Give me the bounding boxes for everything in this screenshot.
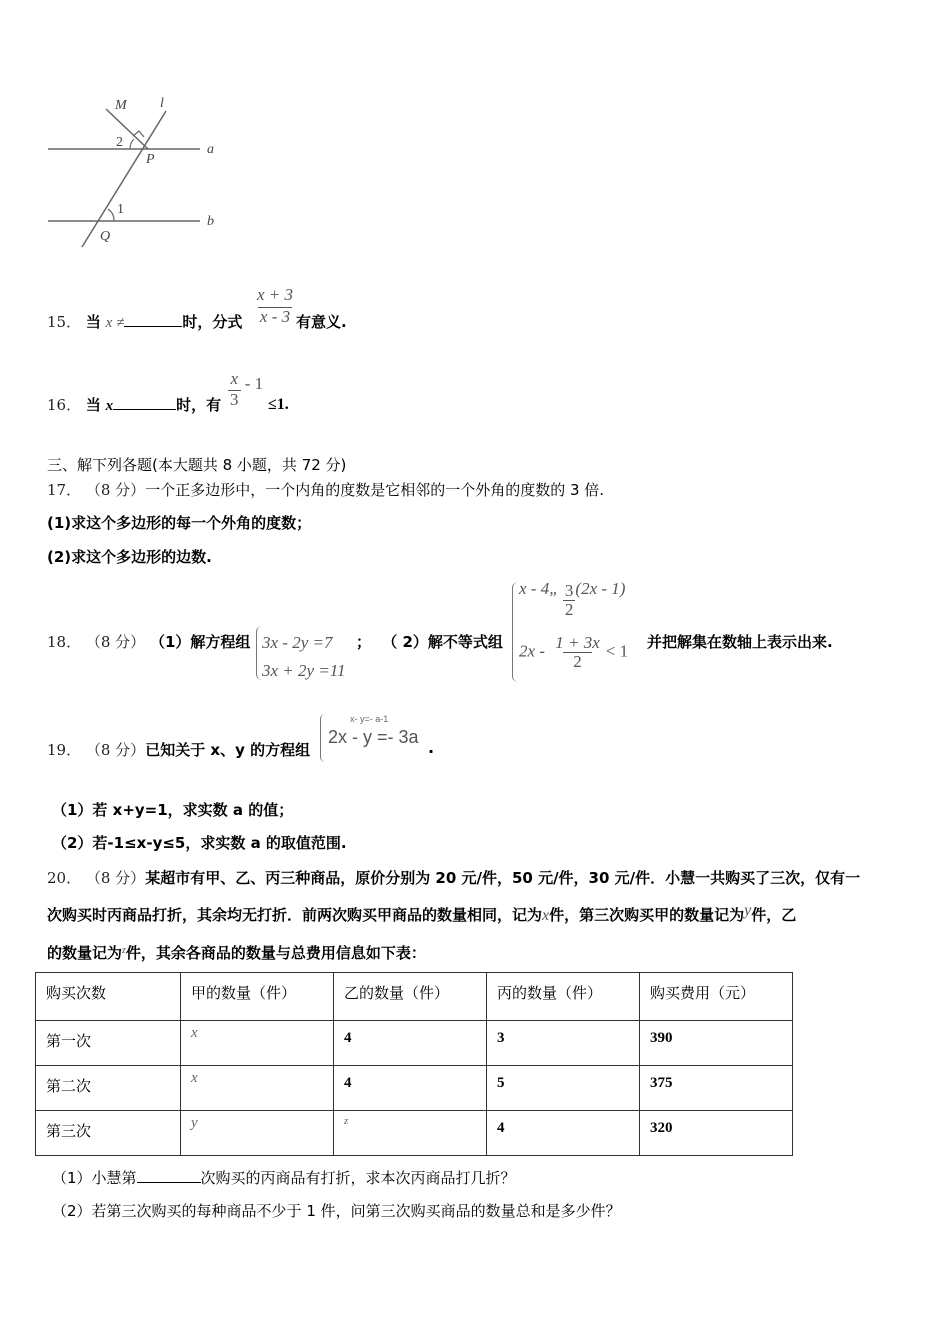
equation-brace: [320, 714, 325, 762]
table-header: 购买费用（元）: [640, 973, 793, 1021]
question-number: 18．: [47, 633, 82, 651]
q16-var: x: [105, 398, 114, 414]
text: 的数量记为: [47, 944, 123, 962]
q16-suffix: 时，有: [176, 396, 222, 414]
table-cell: y: [181, 1111, 334, 1156]
q16-tail: ≤1.: [268, 396, 289, 413]
fraction-numerator: x + 3: [257, 285, 294, 304]
question-20-line2: [47, 902, 797, 926]
q15-suffix: 时，分式: [182, 313, 243, 331]
q18-inequality-1: [519, 579, 626, 619]
label-angle-1: 1: [117, 202, 124, 217]
question-number: 20．: [47, 869, 82, 887]
question-number: 16．: [47, 396, 82, 414]
fraction-denominator: 2: [564, 600, 574, 619]
purchase-table: [35, 972, 793, 1156]
q18-part2-label: （ 2）解不等式组: [382, 633, 503, 651]
label-angle-2: 2: [116, 135, 123, 150]
table-header: 甲的数量（件）: [181, 973, 334, 1021]
table-cell: 第一次: [36, 1021, 181, 1066]
table-cell: 5: [487, 1066, 640, 1111]
question-16: [47, 395, 221, 416]
inequality-2-right: < 1: [605, 641, 629, 661]
table-row: [36, 1111, 793, 1156]
table-row: [36, 1066, 793, 1111]
q19-part1: （1）若 x+y=1，求实数 a 的值；: [52, 801, 294, 819]
section-heading: 三、解下列各题(本大题共 8 小题，共 72 分): [47, 456, 347, 474]
q15-var: x ≠: [105, 315, 125, 331]
fraction-numerator: 1 + 3x: [555, 633, 600, 652]
question-15: [47, 312, 242, 333]
q18-inequality-2: [519, 634, 628, 671]
table-row: [36, 1021, 793, 1066]
table-header: 丙的数量（件）: [487, 973, 640, 1021]
text: 次购买的丙商品有打折，求本次丙商品打几折？: [200, 1169, 516, 1187]
q19-equation-1: x- y=- a-1: [350, 714, 389, 724]
answer-blank[interactable]: [137, 1168, 201, 1183]
text: 件，第三次购买甲的数量记为: [549, 906, 745, 924]
question-19: [47, 740, 310, 760]
table-header-row: [36, 973, 793, 1021]
fraction-numerator: x: [230, 369, 239, 388]
answer-blank[interactable]: [113, 395, 176, 410]
question-score: （8 分）: [85, 481, 146, 499]
question-number: 15．: [47, 313, 82, 331]
q20-part2: （2）若第三次购买的每种商品不少于 1 件，问第三次购买商品的数量总和是多少件？: [52, 1202, 621, 1220]
question-18: [47, 632, 250, 652]
table-cell: 第三次: [36, 1111, 181, 1156]
fraction-denominator: 3: [230, 390, 239, 409]
question-20-line3: [47, 943, 426, 966]
text: （1）小慧第: [52, 1169, 137, 1187]
label-a: a: [207, 142, 214, 157]
text: 件，乙: [751, 906, 797, 924]
inequality-1-left: x - 4„: [519, 579, 559, 599]
q16-expression: [228, 370, 263, 409]
label-M: M: [115, 98, 127, 113]
q18-separator: [356, 632, 503, 652]
table-cell: x: [181, 1066, 334, 1111]
table-cell: 3: [487, 1021, 640, 1066]
separator: ；: [356, 633, 372, 651]
text: 件，其余各商品的数量与总费用信息如下表：: [125, 944, 426, 962]
fraction-denominator: x - 3: [259, 307, 291, 326]
var-x: x: [542, 907, 550, 924]
label-b: b: [207, 214, 214, 229]
answer-blank[interactable]: [124, 312, 182, 327]
label-P: P: [146, 152, 155, 167]
fraction-numerator: 3: [564, 581, 574, 600]
label-l: l: [160, 96, 164, 111]
q20-part1: [52, 1168, 516, 1188]
table-header: 乙的数量（件）: [334, 973, 487, 1021]
q15-tail: 有意义.: [296, 313, 347, 331]
var-z: z: [122, 945, 126, 956]
q17-part2: (2)求这个多边形的边数.: [47, 548, 212, 566]
q18-part1-label: （1）解方程组: [149, 633, 251, 651]
question-score: （8 分）: [85, 869, 146, 887]
question-number: 19．: [47, 741, 82, 759]
table-cell: 320: [640, 1111, 793, 1156]
question-20: [47, 868, 860, 888]
label-Q: Q: [100, 229, 111, 244]
question-text: 一个正多边形中，一个内角的度数是它相邻的一个外角的度数的 3 倍.: [145, 481, 605, 499]
q18-equation-system: [262, 629, 346, 685]
question-number: 17．: [47, 481, 82, 499]
q17-part1: (1)求这个多边形的每一个外角的度数；: [47, 514, 312, 532]
table-cell: 375: [640, 1066, 793, 1111]
q16-prefix: 当: [85, 396, 101, 414]
table-cell: 第二次: [36, 1066, 181, 1111]
table-cell: 390: [640, 1021, 793, 1066]
question-17: [47, 480, 604, 500]
q19-equation-2: 2x - y =- 3a: [328, 727, 419, 747]
q18-tail: 并把解集在数轴上表示出来.: [647, 633, 833, 651]
table-header: 购买次数: [36, 973, 181, 1021]
inequality-brace: [512, 582, 518, 682]
inequality-2-left: 2x -: [519, 641, 545, 661]
question-score: （8 分）: [85, 633, 146, 651]
table-cell: 4: [334, 1066, 487, 1111]
inequality-1-right: (2x - 1): [575, 579, 626, 599]
equation-1: 3x - 2y =7: [262, 633, 333, 652]
question-score: （8 分）: [85, 741, 146, 759]
table-cell: 4: [487, 1111, 640, 1156]
var-y: y: [744, 902, 752, 919]
q15-prefix: 当: [85, 313, 101, 331]
q19-period: .: [428, 738, 435, 757]
q16-minus-one: - 1: [244, 374, 264, 393]
question-text-line1: 某超市有甲、乙、丙三种商品，原价分别为 20 元/件，50 元/件，30 元/件．小慧一共购买了三次，仅有一: [145, 869, 861, 887]
table-cell: z: [334, 1111, 487, 1156]
q19-part2: （2）若-1≤x-y≤5，求实数 a 的取值范围.: [52, 834, 347, 852]
table-cell: x: [181, 1021, 334, 1066]
equation-2: 3x + 2y =11: [262, 661, 346, 680]
text: 次购买时丙商品打折，其余均无打折．前两次购买甲商品的数量相同，记为: [47, 906, 543, 924]
q15-fraction: [255, 286, 295, 326]
fraction-denominator: 2: [563, 652, 592, 671]
parallel-lines-figure: [40, 95, 230, 255]
question-text: 已知关于 x、y 的方程组: [145, 741, 311, 759]
table-cell: 4: [334, 1021, 487, 1066]
